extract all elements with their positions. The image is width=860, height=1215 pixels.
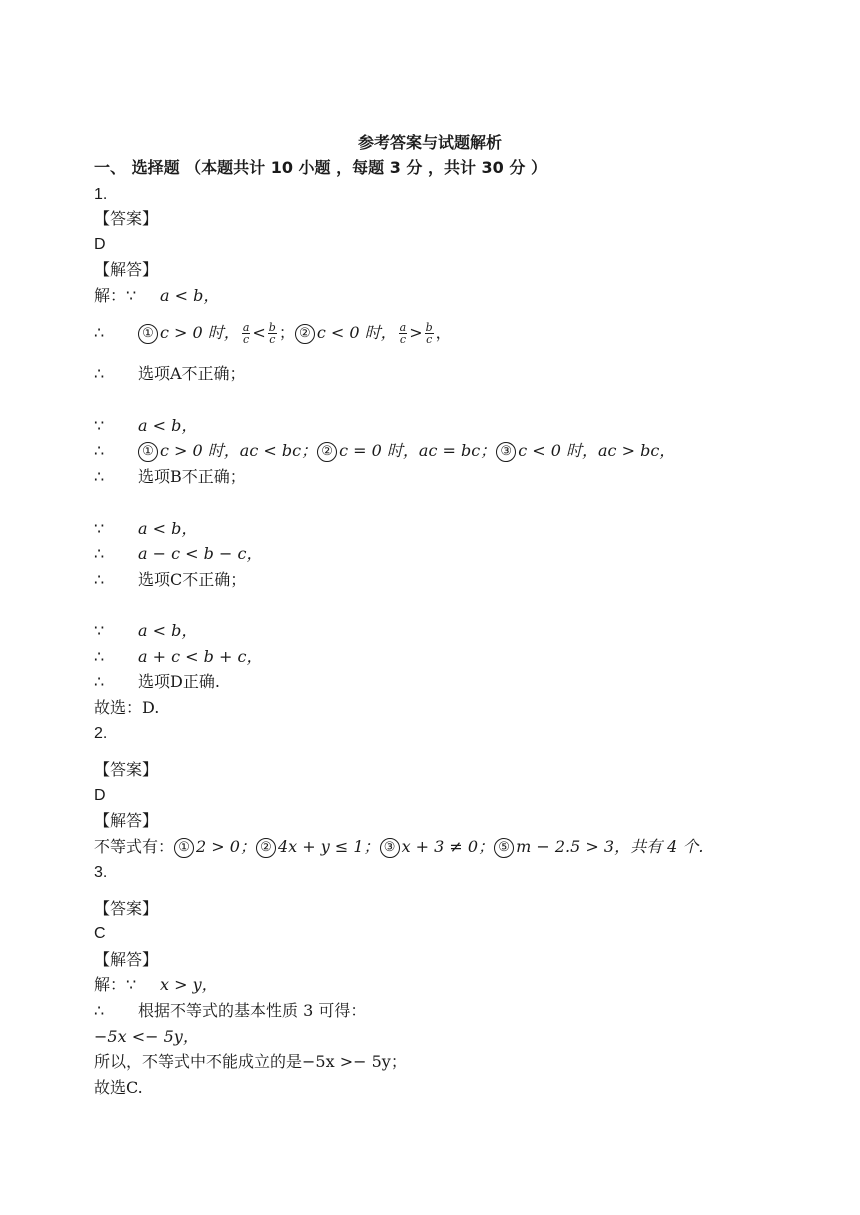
q3-solution-label: 【解答】 xyxy=(94,950,159,969)
q1-line-8 xyxy=(94,543,262,565)
case-text: c < 0 时，ac > bc， xyxy=(518,441,676,460)
q3-number: 3. xyxy=(94,864,108,881)
conclusion-text: 选项B不正确； xyxy=(138,467,246,486)
conclusion-text: 选项A不正确； xyxy=(138,364,246,383)
q3-answer-value: C xyxy=(94,925,106,942)
inequality-item: m − 2.5 > 3，共有 4 个. xyxy=(516,837,704,856)
because-symbol: ∵ xyxy=(126,975,137,994)
fraction-a-over-c xyxy=(242,322,251,345)
therefore-symbol: ∴ xyxy=(94,364,105,383)
inequality-item: 4x + y ≤ 1； xyxy=(277,837,380,856)
because-symbol: ∵ xyxy=(94,621,105,640)
denominator: c xyxy=(269,333,276,346)
q1-line-3 xyxy=(94,363,246,385)
denominator: c xyxy=(426,333,433,346)
case-text: c = 0 时，ac = bc； xyxy=(339,441,497,460)
because-symbol: ∵ xyxy=(94,519,105,538)
therefore-symbol: ∴ xyxy=(94,544,105,563)
condition-text: a < b， xyxy=(138,416,198,435)
numerator: a xyxy=(399,321,407,334)
q3-answer-label: 【答案】 xyxy=(94,899,159,918)
q1-line-12 xyxy=(94,671,220,693)
q1-solution-label: 【解答】 xyxy=(94,260,159,279)
fraction-b-over-c xyxy=(425,322,434,345)
derivation-text: a + c < b + c， xyxy=(138,647,263,666)
condition-text: a < b， xyxy=(138,519,198,538)
because-symbol: ∵ xyxy=(126,286,137,305)
denominator: c xyxy=(243,333,250,346)
conclusion-text: 选项D正确. xyxy=(138,672,220,691)
relation: < xyxy=(252,323,266,342)
circled-2: ② xyxy=(295,324,315,344)
case-text: c < 0 时， xyxy=(316,323,397,342)
page-title: 参考答案与试题解析 xyxy=(357,133,502,152)
derivation-text: 根据不等式的基本性质 3 可得： xyxy=(138,1001,367,1020)
q3-line-4: 所以，不等式中不能成立的是−5x >− 5y； xyxy=(94,1052,407,1071)
numerator: b xyxy=(425,321,433,334)
q3-line-3: −5x <− 5y， xyxy=(94,1027,199,1046)
q3-line-1 xyxy=(94,974,218,996)
jie-label: 解： xyxy=(94,286,127,305)
numerator: a xyxy=(242,321,250,334)
denominator: c xyxy=(399,333,407,346)
separator: ； xyxy=(278,323,295,342)
separator: ， xyxy=(435,323,452,342)
conclusion-text: 选项C不正确； xyxy=(138,570,247,589)
therefore-symbol: ∴ xyxy=(94,647,105,666)
q1-line-4 xyxy=(94,415,197,437)
q2-answer-value: D xyxy=(94,787,106,804)
section-heading: 一、 选择题 （本题共计 10 小题 ，每题 3 分 ，共计 30 分 ） xyxy=(94,158,547,177)
circled-3: ③ xyxy=(496,442,516,462)
q3-final-choice: 故选C. xyxy=(94,1078,143,1097)
q2-number: 2. xyxy=(94,725,108,742)
condition-text: x > y， xyxy=(160,975,218,994)
therefore-symbol: ∴ xyxy=(94,323,105,342)
q1-answer-label: 【答案】 xyxy=(94,209,159,228)
numerator: b xyxy=(268,321,276,334)
q1-line-9 xyxy=(94,569,246,591)
circled-1: ① xyxy=(138,324,158,344)
jie-label: 解： xyxy=(94,975,127,994)
circled-1: ① xyxy=(174,838,194,858)
inequality-item: 2 > 0； xyxy=(196,837,256,856)
therefore-symbol: ∴ xyxy=(94,441,105,460)
q2-answer-label: 【答案】 xyxy=(94,760,159,779)
circled-1: ① xyxy=(138,442,158,462)
fraction-a-over-c xyxy=(399,322,408,345)
condition-text: a < b， xyxy=(138,621,198,640)
because-symbol: ∵ xyxy=(94,416,105,435)
q1-line-2 xyxy=(94,322,452,345)
therefore-symbol: ∴ xyxy=(94,1001,105,1020)
q1-line-1 xyxy=(94,285,219,307)
circled-5: ⑤ xyxy=(494,838,514,858)
circled-2: ② xyxy=(256,838,276,858)
q1-line-5 xyxy=(94,440,675,462)
prefix-text: 不等式有： xyxy=(94,837,175,856)
fraction-b-over-c xyxy=(268,322,277,345)
therefore-symbol: ∴ xyxy=(94,467,105,486)
q3-line-2 xyxy=(94,1000,366,1022)
q1-final-choice: 故选：D. xyxy=(94,698,160,717)
q2-line-1 xyxy=(94,836,704,858)
case-text: c > 0 时， xyxy=(160,323,240,342)
q1-line-7 xyxy=(94,518,197,540)
derivation-text: a − c < b − c， xyxy=(138,544,263,563)
circled-2: ② xyxy=(317,442,337,462)
q1-line-6 xyxy=(94,466,246,488)
q1-line-11 xyxy=(94,646,262,668)
therefore-symbol: ∴ xyxy=(94,672,105,691)
q1-answer-value: D xyxy=(94,236,106,253)
circled-3: ③ xyxy=(380,838,400,858)
inequality-item: x + 3 ≠ 0； xyxy=(401,837,495,856)
condition-text: a < b， xyxy=(160,286,220,305)
relation: > xyxy=(409,323,423,342)
q1-line-10 xyxy=(94,620,197,642)
q1-number: 1. xyxy=(94,186,108,203)
q2-solution-label: 【解答】 xyxy=(94,811,159,830)
case-text: c > 0 时，ac < bc； xyxy=(160,441,318,460)
therefore-symbol: ∴ xyxy=(94,570,105,589)
